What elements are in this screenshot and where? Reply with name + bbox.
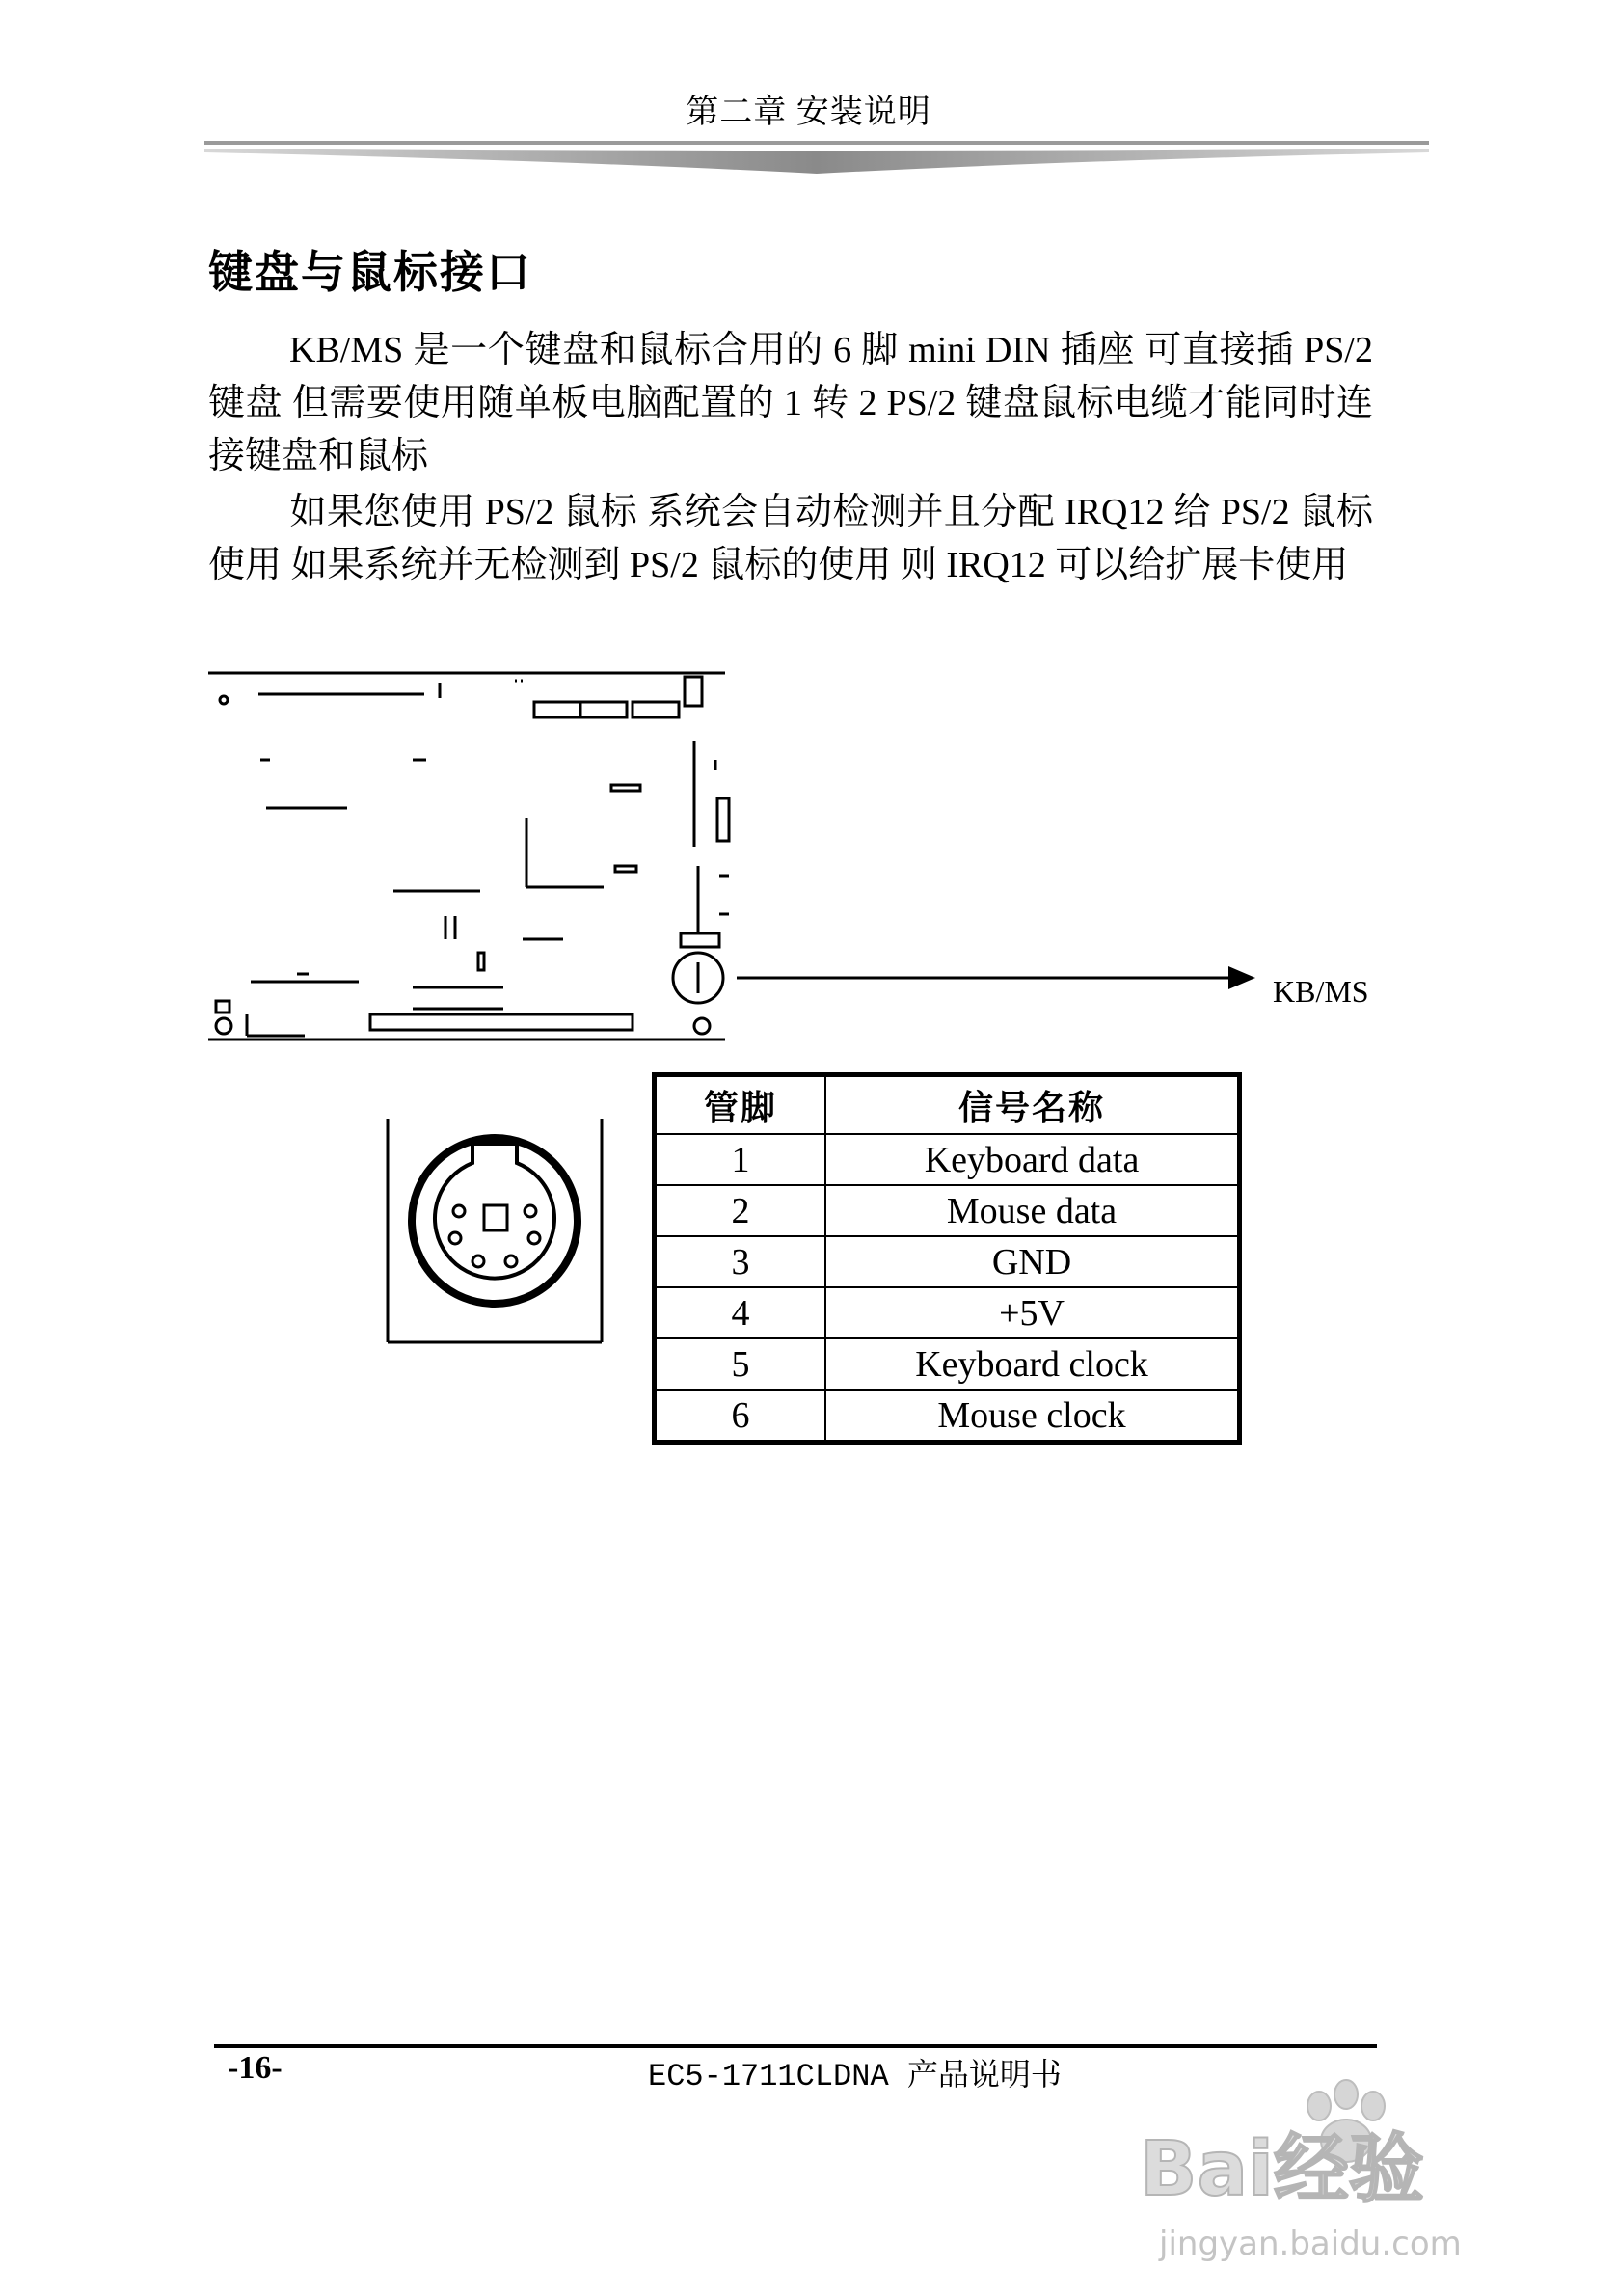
paragraph-text: KB/MS 是一个键盘和鼠标合用的 6 脚 mini DIN 插座 可直接插 PS/2 键盘 但需要使用随单板电脑配置的 1 转 2 PS/2 键盘鼠标电缆才能同时连接键盘和鼠标 xyxy=(208,330,1373,476)
footer-rule xyxy=(214,2044,1377,2048)
table-header-row xyxy=(655,1075,1240,1135)
pin-cell: 3 xyxy=(655,1236,826,1287)
pin-cell: 5 xyxy=(655,1338,826,1390)
signal-cell: Mouse clock xyxy=(825,1390,1240,1443)
signal-cell: Keyboard data xyxy=(825,1134,1240,1185)
table-row xyxy=(655,1236,1240,1287)
baidu-jingyan-watermark xyxy=(1130,2071,1535,2264)
page-number: -16- xyxy=(228,2050,283,2086)
paragraph-kbms-description xyxy=(208,324,1373,483)
table-row xyxy=(655,1185,1240,1236)
header-rule xyxy=(204,141,1429,174)
pin-cell: 6 xyxy=(655,1390,826,1443)
pin-signal-table xyxy=(652,1072,1242,1445)
column-header-signal: 信号名称 xyxy=(825,1075,1240,1135)
kbms-label: KB/MS xyxy=(1273,974,1369,1009)
document-title: EC5-1711CLDNA 产品说明书 xyxy=(648,2059,1062,2094)
table-row xyxy=(655,1287,1240,1338)
watermark-brand: Bai经验 xyxy=(1140,2126,1424,2213)
paragraph-irq12-note xyxy=(208,486,1373,592)
signal-cell: GND xyxy=(825,1236,1240,1287)
paragraph-text: 如果您使用 PS/2 鼠标 系统会自动检测并且分配 IRQ12 给 PS/2 鼠标使用 如果系统并无检测到 PS/2 鼠标的使用 则 IRQ12 可以给扩展卡使用 xyxy=(208,492,1373,585)
table-row xyxy=(655,1338,1240,1390)
signal-cell: +5V xyxy=(825,1287,1240,1338)
kbms-arrowhead xyxy=(1228,966,1255,989)
signal-cell: Mouse data xyxy=(825,1185,1240,1236)
chapter-header: 第二章 安装说明 xyxy=(686,95,931,130)
pin-cell: 2 xyxy=(655,1185,826,1236)
watermark-url: jingyan.baidu.com xyxy=(1159,2225,1462,2263)
pin-cell: 1 xyxy=(655,1134,826,1185)
table-row xyxy=(655,1134,1240,1185)
section-heading: 键盘与鼠标接口 xyxy=(208,246,532,298)
board-layout-diagram xyxy=(208,663,1404,1049)
table-row xyxy=(655,1390,1240,1443)
column-header-pin: 管脚 xyxy=(655,1075,826,1135)
pin-cell: 4 xyxy=(655,1287,826,1338)
signal-cell: Keyboard clock xyxy=(825,1338,1240,1390)
mini-din-connector-diagram xyxy=(386,1119,607,1350)
